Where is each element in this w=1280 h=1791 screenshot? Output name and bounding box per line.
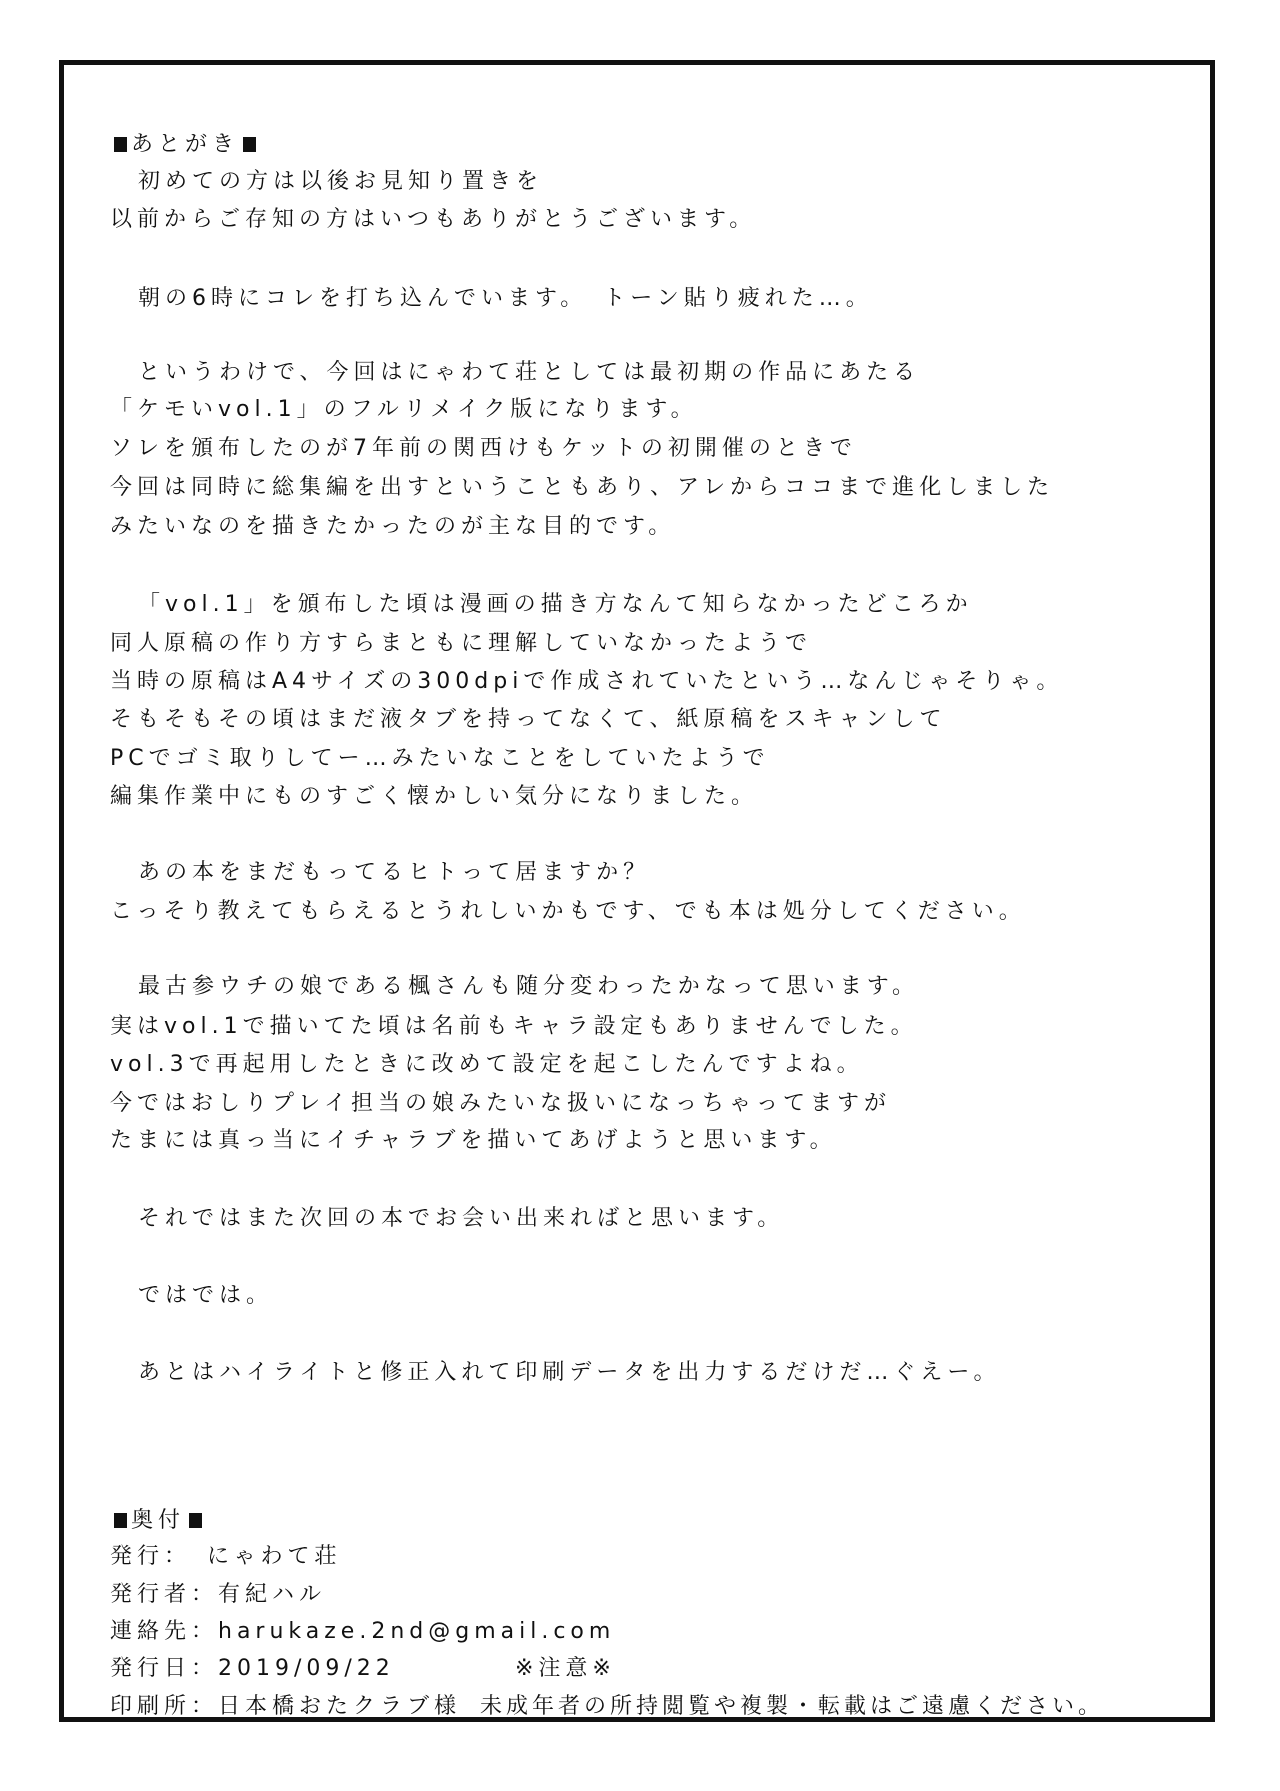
colophon-contact: 連絡先：harukaze.2nd@gmail.com	[110, 1619, 616, 1644]
text-line: あとはハイライトと修正入れて印刷データを出力するだけだ…ぐえー。	[138, 1360, 1001, 1385]
square-bullet-icon	[243, 137, 256, 152]
heading-text: 奥付	[131, 1508, 186, 1533]
text-line: たまには真っ当にイチャラブを描いてあげようと思います。	[110, 1128, 837, 1153]
text-line: 「ケモいvol.1」のフルリメイク版になります。	[110, 397, 698, 422]
text-line: 朝の6時にコレを打ち込んでいます。 トーン貼り疲れた…。	[138, 286, 873, 311]
square-bullet-icon	[114, 1513, 127, 1528]
square-bullet-icon	[189, 1513, 202, 1528]
colophon-date: 発行日：2019/09/22	[110, 1656, 395, 1681]
text-line: 編集作業中にものすごく懐かしい気分になりました。	[110, 784, 759, 809]
text-line: ではでは。	[138, 1283, 274, 1308]
text-line: 最古参ウチの娘である楓さんも随分変わったかなって思います。	[138, 974, 920, 999]
text-line: 同人原稿の作り方すらまともに理解していなかったようで	[110, 631, 813, 656]
colophon-publisher: 発行： にゃわて荘	[110, 1544, 342, 1569]
text-line: みたいなのを描きたかったのが主な目的です。	[110, 514, 676, 539]
text-line: 「vol.1」を頒布した頃は漫画の描き方なんて知らなかったどころか	[138, 592, 973, 617]
text-line: こっそり教えてもらえるとうれしいかもです、でも本は処分してください。	[110, 899, 1026, 924]
text-line: それではまた次回の本でお会い出来ればと思います。	[138, 1206, 785, 1231]
colophon-author: 発行者：有紀ハル	[110, 1582, 327, 1607]
square-bullet-icon	[114, 137, 127, 152]
text-line: あの本をまだもってるヒトって居ますか？	[138, 860, 651, 885]
text-line: 今回は同時に総集編を出すということもあり、アレからココまで進化しました	[110, 475, 1055, 500]
heading-text: あとがき	[131, 132, 240, 157]
text-line: そもそもその頃はまだ液タブを持ってなくて、紙原稿をスキャンして	[110, 707, 947, 732]
text-line: 初めての方は以後お見知り置きを	[138, 169, 544, 194]
text-line: 今ではおしりプレイ担当の娘みたいな扱いになっちゃってますが	[110, 1091, 892, 1116]
text-line: PCでゴミ取りしてー…みたいなことをしていたようで	[110, 746, 770, 771]
text-line: 実はvol.1で描いてた頃は名前もキャラ設定もありませんでした。	[110, 1014, 918, 1039]
text-line: というわけで、今回はにゃわて荘としては最初期の作品にあたる	[138, 360, 921, 385]
notice-title: ※注意※	[515, 1656, 616, 1681]
colophon-printer: 印刷所：日本橋おたクラブ様	[110, 1694, 462, 1719]
text-line: 以前からご存知の方はいつもありがとうございます。	[110, 207, 757, 232]
notice-text: 未成年者の所持閲覧や複製・転載はご遠慮ください。	[480, 1694, 1105, 1719]
afterword-heading	[110, 132, 260, 158]
text-line: ソレを頒布したのが7年前の関西けもケットの初開催のときで	[110, 436, 857, 461]
text-line: vol.3で再起用したときに改めて設定を起こしたんですよね。	[110, 1052, 864, 1077]
colophon-heading	[110, 1508, 206, 1534]
text-line: 当時の原稿はA4サイズの300dpiで作成されていたという…なんじゃそりゃ。	[110, 669, 1064, 694]
